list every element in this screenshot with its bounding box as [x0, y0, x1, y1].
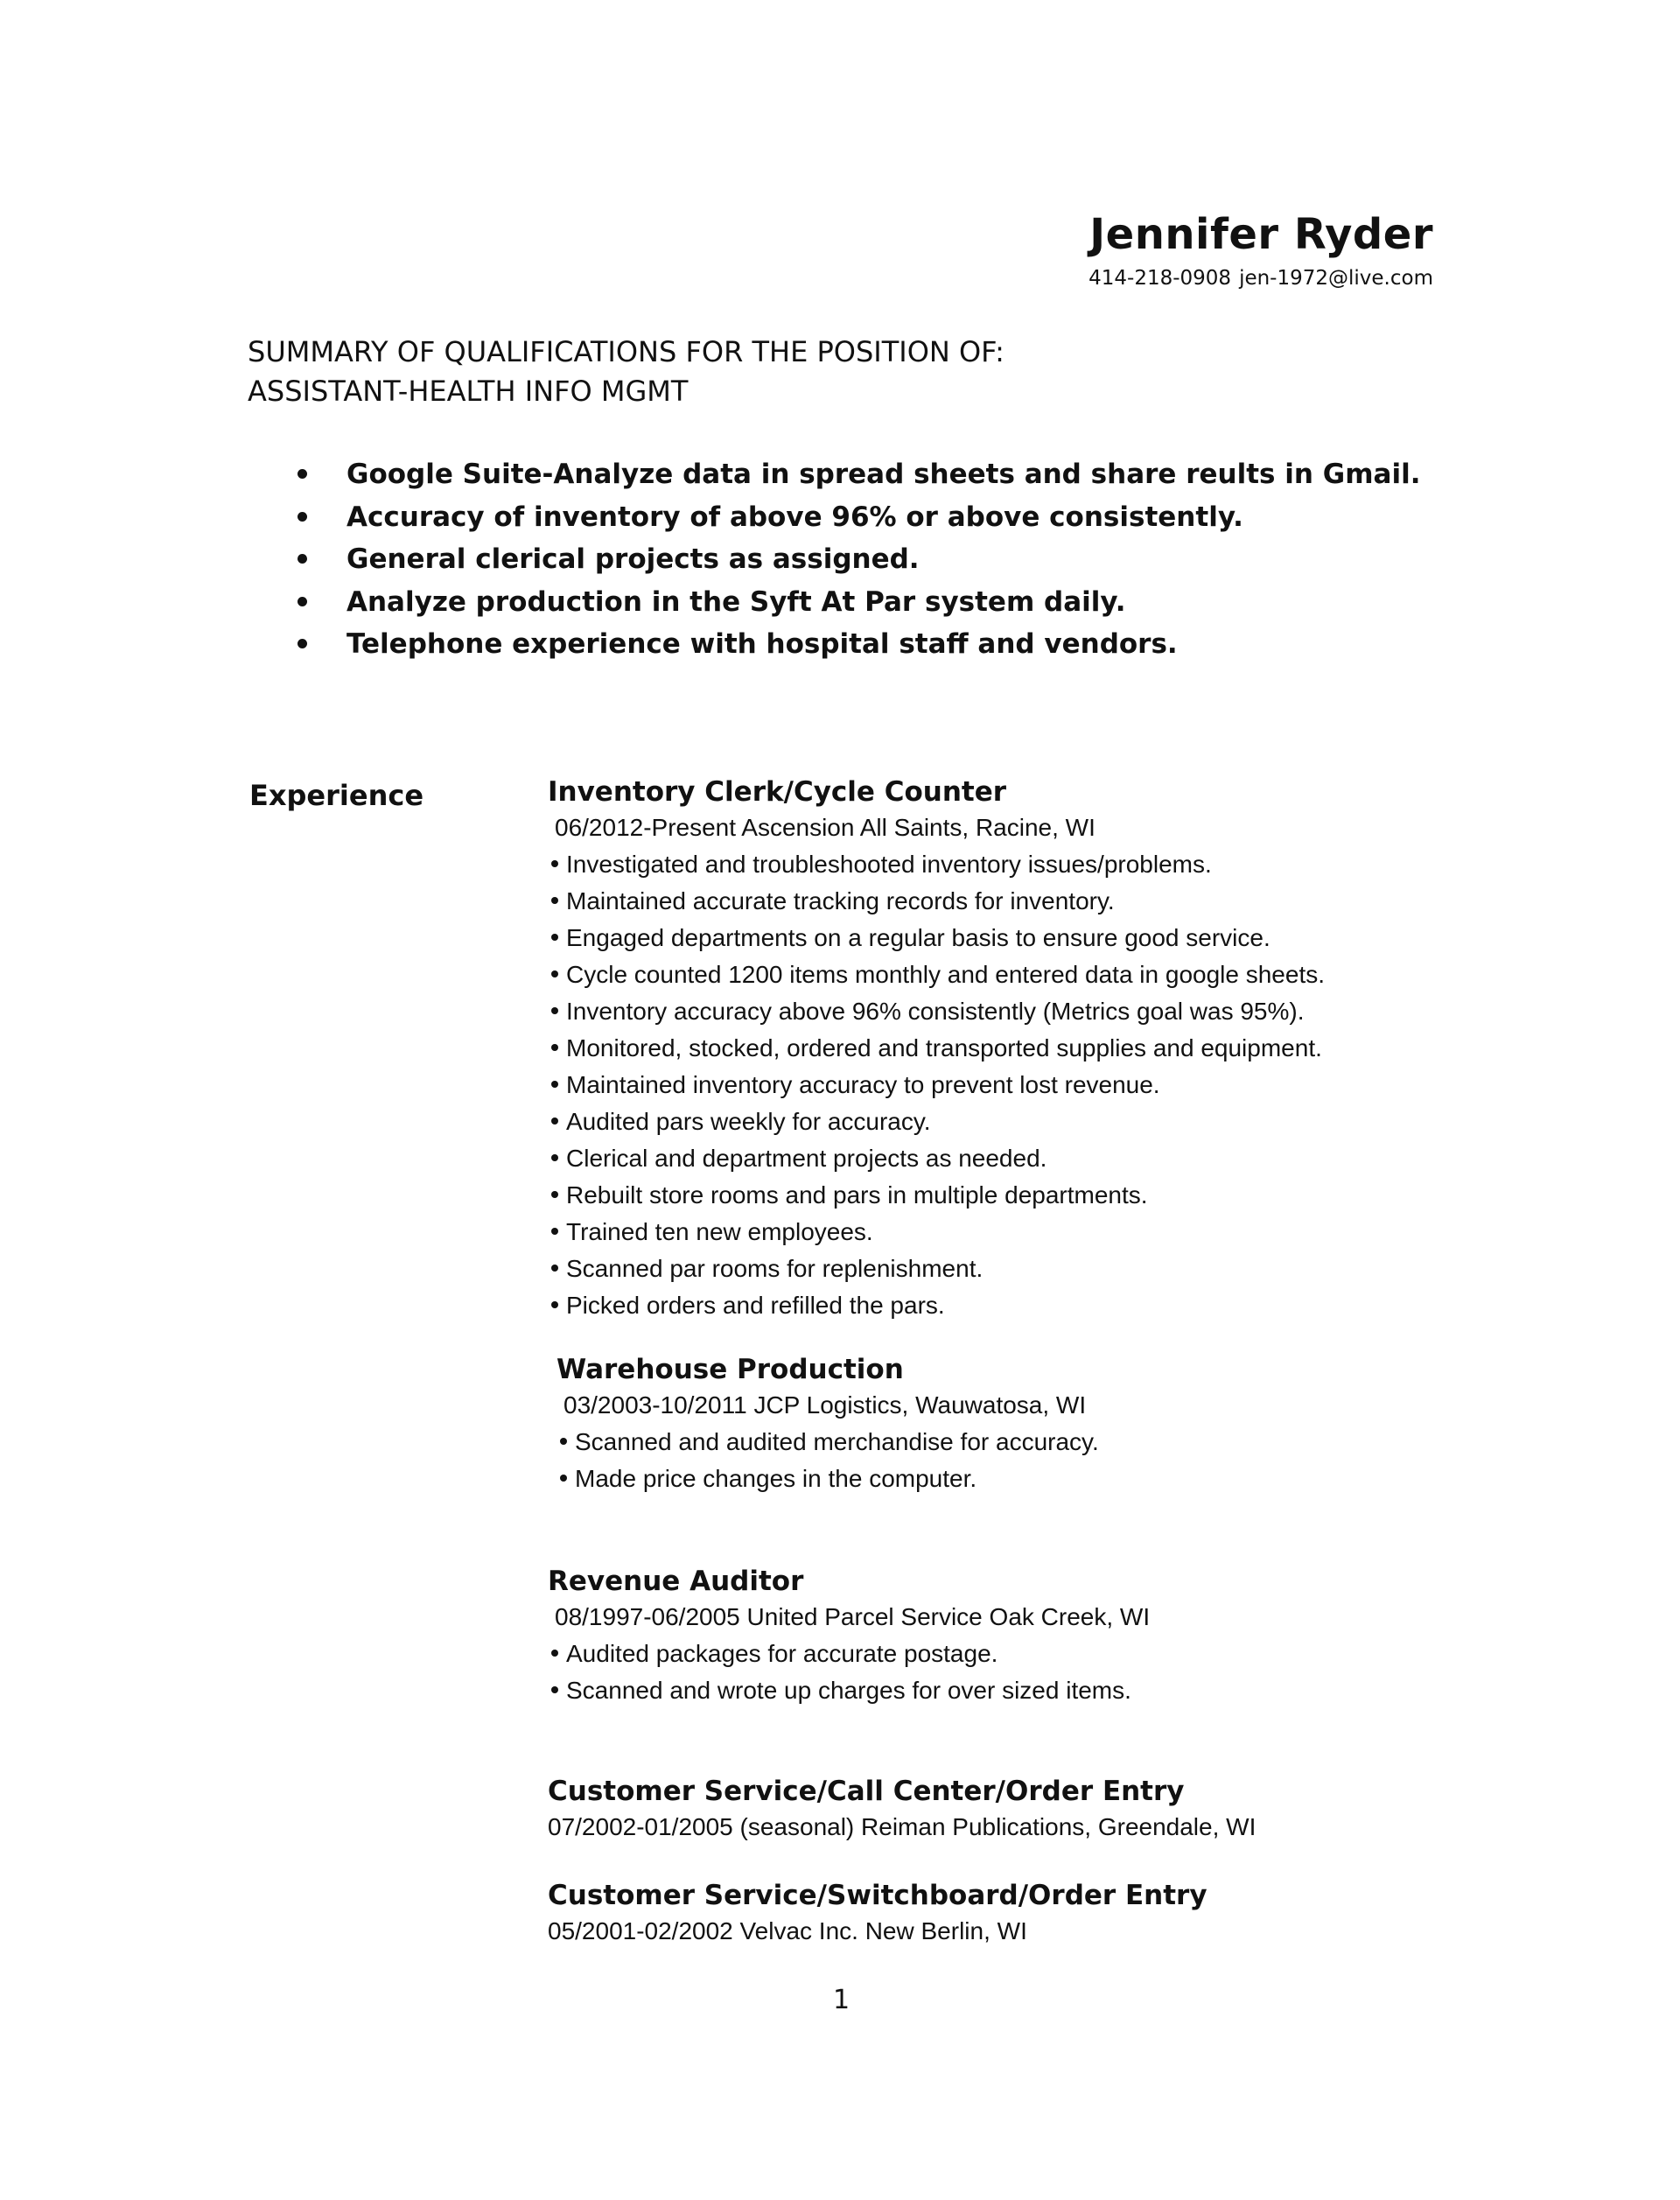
job-duty	[548, 1287, 1325, 1324]
job-dates-employer: 06/2012-Present Ascension All Saints, Racine, WI	[555, 814, 1096, 841]
bullet-icon	[560, 1438, 567, 1445]
job-duty	[548, 1214, 1325, 1251]
job-duties	[556, 1424, 1099, 1497]
job-duty	[548, 1251, 1325, 1287]
job-duty	[548, 1140, 1325, 1177]
job-entry	[548, 1564, 1150, 1709]
job-duty	[548, 993, 1325, 1030]
job-duty-text: Picked orders and refilled the pars.	[566, 1292, 945, 1319]
bullet-icon	[298, 554, 307, 564]
experience-label: Experience	[249, 779, 424, 812]
summary-item-text: Accuracy of inventory of above 96% or above consistently.	[346, 501, 1243, 533]
job-duty	[556, 1424, 1099, 1461]
candidate-name: Jennifer Ryder	[1089, 210, 1433, 259]
summary-list	[296, 453, 1420, 666]
job-duty	[548, 846, 1325, 883]
job-duty-text: Maintained accurate tracking records for inventory.	[566, 887, 1115, 914]
job-title: Inventory Clerk/Cycle Counter	[548, 776, 1007, 808]
page-number: 1	[833, 1985, 850, 2015]
job-duty-text: Scanned and wrote up charges for over sized items.	[566, 1677, 1131, 1704]
job-dates-employer: 07/2002-01/2005 (seasonal) Reiman Publications, Greendale, WI	[548, 1813, 1256, 1840]
job-entry	[548, 1774, 1256, 1846]
job-duty-text: Monitored, stocked, ordered and transported supplies and equipment.	[566, 1034, 1322, 1061]
bullet-icon	[551, 1228, 558, 1235]
bullet-icon	[551, 1191, 558, 1198]
job-duty-text: Audited packages for accurate postage.	[566, 1640, 998, 1667]
job-duty	[548, 956, 1325, 993]
job-duty-text: Engaged departments on a regular basis to ensure good service.	[566, 924, 1270, 951]
summary-item-text: General clerical projects as assigned.	[346, 543, 920, 575]
job-duty	[548, 883, 1325, 920]
job-duties	[548, 1636, 1150, 1709]
job-duty	[548, 1672, 1150, 1709]
job-duties	[548, 846, 1325, 1324]
job-title: Customer Service/Call Center/Order Entry	[548, 1776, 1185, 1807]
summary-heading	[248, 333, 1004, 411]
bullet-icon	[551, 1081, 558, 1088]
job-duty-text: Made price changes in the computer.	[575, 1465, 977, 1492]
job-duty	[548, 920, 1325, 956]
bullet-icon	[551, 970, 558, 977]
job-duty-text: Cycle counted 1200 items monthly and entered data in google sheets.	[566, 961, 1326, 988]
summary-heading-line2: ASSISTANT-HEALTH INFO MGMT	[248, 375, 689, 408]
job-duty-text: Rebuilt store rooms and pars in multiple departments.	[566, 1181, 1148, 1209]
summary-item-text: Google Suite-Analyze data in spread sheets and share reults in Gmail.	[346, 459, 1421, 490]
phone-number: 414-218-0908	[1088, 267, 1232, 290]
job-dates-employer: 05/2001-02/2002 Velvac Inc. New Berlin, WI	[548, 1917, 1027, 1944]
summary-item	[296, 496, 1420, 539]
job-duty-text: Maintained inventory accuracy to prevent lost revenue.	[566, 1071, 1160, 1098]
job-duty	[556, 1461, 1099, 1497]
job-duty-text: Trained ten new employees.	[566, 1218, 873, 1245]
job-entry	[556, 1352, 1099, 1497]
job-entry	[548, 1878, 1208, 1950]
job-duty	[548, 1030, 1325, 1067]
job-duty-text: Scanned and audited merchandise for accuracy.	[575, 1428, 1099, 1455]
job-duty-text: Investigated and troubleshooted inventory issues/problems.	[566, 851, 1212, 878]
bullet-icon	[551, 1007, 558, 1014]
summary-heading-line1: SUMMARY OF QUALIFICATIONS FOR THE POSITION OF:	[248, 335, 1004, 368]
summary-item	[296, 581, 1420, 624]
bullet-icon	[551, 934, 558, 941]
bullet-icon	[298, 469, 307, 479]
bullet-icon	[551, 1118, 558, 1125]
summary-item-text: Telephone experience with hospital staff and vendors.	[346, 628, 1178, 660]
bullet-icon	[551, 897, 558, 904]
email-address: jen-1972@live.com	[1239, 267, 1433, 290]
job-title: Customer Service/Switchboard/Order Entry	[548, 1880, 1208, 1911]
job-title: Revenue Auditor	[548, 1566, 804, 1597]
bullet-icon	[551, 1301, 558, 1308]
job-duty-text: Inventory accuracy above 96% consistently (Metrics goal was 95%).	[566, 998, 1305, 1025]
summary-item	[296, 453, 1420, 496]
bullet-icon	[551, 1265, 558, 1272]
bullet-icon	[551, 1044, 558, 1051]
job-duty	[548, 1067, 1325, 1104]
job-title: Warehouse Production	[556, 1354, 904, 1385]
bullet-icon	[551, 860, 558, 867]
summary-item	[296, 538, 1420, 581]
bullet-icon	[298, 639, 307, 648]
bullet-icon	[551, 1686, 558, 1693]
job-duty	[548, 1636, 1150, 1672]
bullet-icon	[551, 1650, 558, 1657]
contact-info	[1088, 267, 1433, 290]
job-duty	[548, 1177, 1325, 1214]
job-duty	[548, 1104, 1325, 1140]
job-dates-employer: 08/1997-06/2005 United Parcel Service Oak Creek, WI	[555, 1603, 1151, 1630]
summary-item-text: Analyze production in the Syft At Par system daily.	[346, 585, 1126, 618]
bullet-icon	[298, 512, 307, 522]
job-entry	[548, 774, 1325, 1324]
bullet-icon	[560, 1475, 567, 1482]
job-duty-text: Clerical and department projects as needed.	[566, 1145, 1047, 1172]
bullet-icon	[551, 1154, 558, 1161]
job-dates-employer: 03/2003-10/2011 JCP Logistics, Wauwatosa, WI	[564, 1391, 1087, 1419]
job-duty-text: Audited pars weekly for accuracy.	[566, 1108, 931, 1135]
summary-item	[296, 623, 1420, 666]
bullet-icon	[298, 597, 307, 606]
job-duty-text: Scanned par rooms for replenishment.	[566, 1255, 984, 1282]
